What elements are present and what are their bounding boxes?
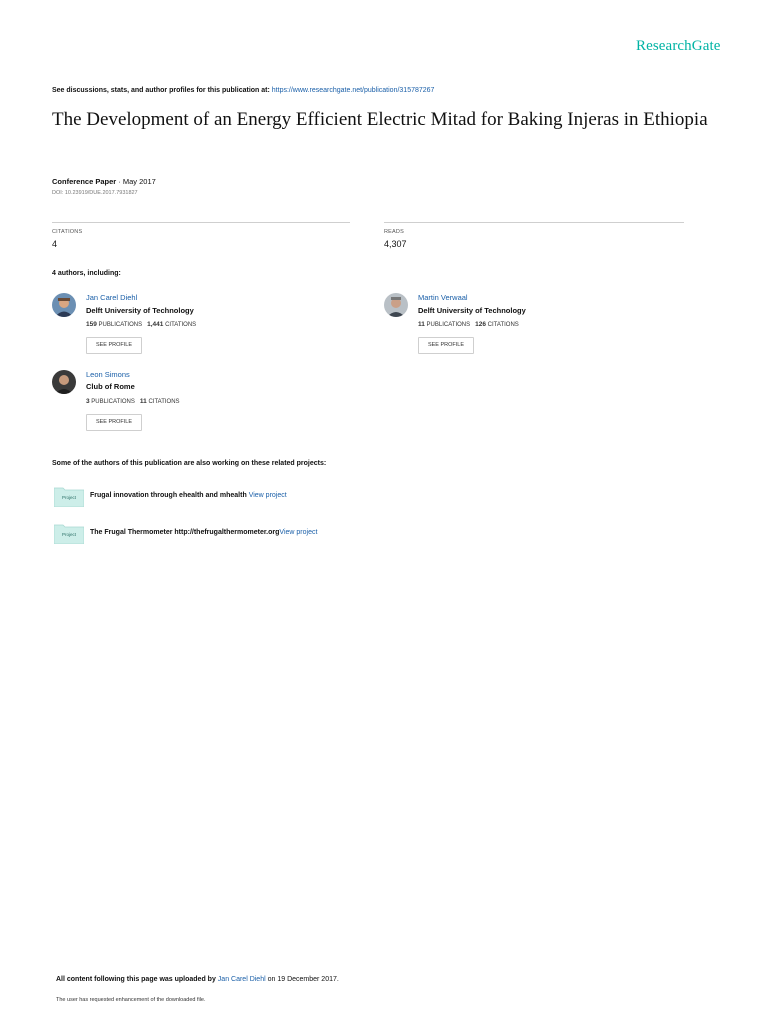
author-name-link[interactable]: Leon Simons [86,370,130,379]
discussion-text: See discussions, stats, and author profiles for this publication at: [52,87,270,94]
author-name-link[interactable]: Jan Carel Diehl [86,293,138,302]
project-icon-label: Project [61,495,76,500]
authors-heading: 4 authors, including: [52,270,121,277]
project-folder-icon [54,524,84,542]
upload-date: on 19 December 2017. [267,976,339,983]
discussion-line [52,87,434,94]
see-profile-button[interactable]: SEE PROFILE [418,337,474,354]
author-institution: Club of Rome [86,382,135,391]
view-project-link[interactable]: View project [248,492,287,499]
paper-type: Conference Paper [52,177,117,186]
author-metrics: 159 PUBLICATIONS 1,441 CITATIONS [86,321,197,328]
upload-prefix: All content following this page was uploaded by [56,976,216,983]
project-item [90,492,287,499]
author-metrics: 11 PUBLICATIONS 126 CITATIONS [418,321,519,328]
citations-value: 4 [52,239,58,249]
project-icon-label: Project [61,532,76,537]
divider [52,222,350,223]
enhancement-note: The user has requested enhancement of the downloaded file. [56,997,206,1003]
reads-label: READS [384,229,404,235]
publication-url-link[interactable]: https://www.researchgate.net/publication/315787267 [271,87,435,94]
project-title: The Frugal Thermometer http://thefrugalthermometer.org [90,529,280,536]
see-profile-button[interactable]: SEE PROFILE [86,337,142,354]
avatar[interactable] [52,293,76,317]
view-project-link[interactable]: View project [279,529,318,536]
avatar[interactable] [384,293,408,317]
project-item [90,529,317,536]
author-name-link[interactable]: Martin Verwaal [418,293,468,302]
related-projects-heading: Some of the authors of this publication are also working on these related projects: [52,460,327,467]
avatar[interactable] [52,370,76,394]
researchgate-logo[interactable]: ResearchGate [636,38,721,54]
divider [384,222,684,223]
paper-type-line: Conference Paper · May 2017 [52,177,156,186]
see-profile-button[interactable]: SEE PROFILE [86,414,142,431]
author-institution: Delft University of Technology [418,306,526,315]
reads-value: 4,307 [384,239,407,249]
citations-label: CITATIONS [52,229,83,235]
project-folder-icon [54,487,84,505]
author-metrics: 3 PUBLICATIONS 11 CITATIONS [86,398,180,405]
upload-info [56,976,339,983]
author-institution: Delft University of Technology [86,306,194,315]
paper-doi[interactable]: DOI: 10.23919/DUE.2017.7931827 [52,190,138,196]
paper-date: May 2017 [122,177,156,186]
uploader-link[interactable]: Jan Carel Diehl [217,976,266,983]
project-title: Frugal innovation through ehealth and mhealth [90,492,247,499]
paper-title: The Development of an Energy Efficient Electric Mitad for Baking Injeras in Ethiopia [52,109,708,130]
